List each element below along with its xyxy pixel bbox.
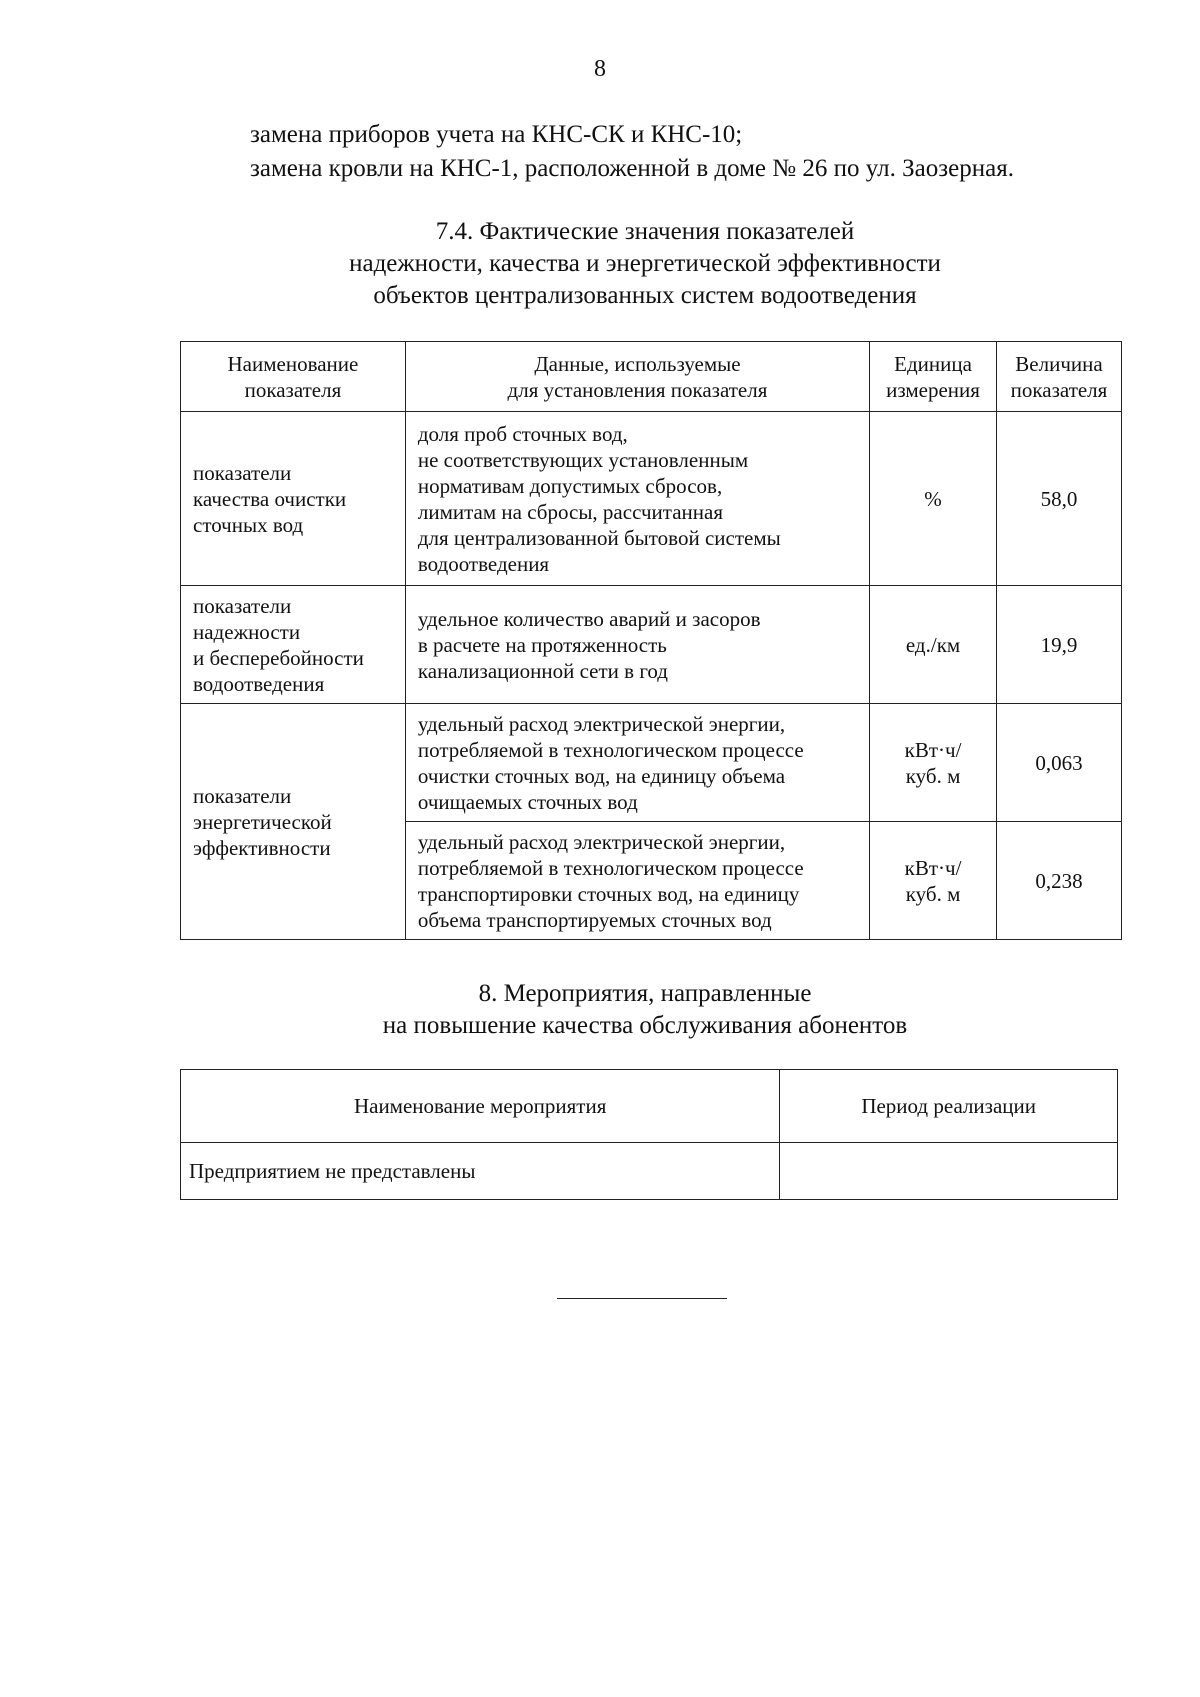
indicator-unit-cell: кВт·ч/ куб. м [870,704,997,822]
indicator-name-cell: показатели надежности и бесперебойности водоотведения [181,586,406,704]
table-row [181,586,1122,704]
indicator-data-cell: удельное количество аварий и засоров в расчете на протяженность канализационной сети в год [405,586,869,704]
header-period: Период реализации [780,1070,1118,1143]
indicator-name-cell: показатели качества очистки сточных вод [181,412,406,586]
indicator-unit-cell: % [870,412,997,586]
event-name-cell: Предприятием не представлены [181,1143,780,1200]
indicator-value-cell: 0,063 [997,704,1122,822]
indicator-name-cell: показатели энергетической эффективности [181,704,406,940]
title-line: на повышение качества обслуживания абонентов [382,1012,908,1039]
section-7-4-title [180,216,1110,312]
section-8-title [180,978,1110,1042]
indicators-table [180,341,1122,940]
indicator-data-cell: удельный расход электрической энергии, потребляемой в технологическом процессе очистки сточных вод, на единицу объема очищаемых сточных вод [405,704,869,822]
indicator-value-cell: 19,9 [997,586,1122,704]
table-header-row [181,342,1122,412]
table-header-row [181,1070,1118,1143]
intro-text [250,118,1150,186]
intro-line: замена кровли на КНС-1, расположенной в доме № 26 по ул. Заозерная. [250,155,1014,182]
table-row [181,1143,1118,1200]
title-line: объектов централизованных систем водоотведения [373,282,917,309]
indicator-data-cell: доля проб сточных вод, не соответствующих установленным нормативам допустимых сбросов, лимитам на сбросы, рассчитанная для централизованной бытовой системы водоотведения [405,412,869,586]
indicator-value-cell: 0,238 [997,822,1122,940]
table-row [181,704,1122,822]
indicator-data-cell: удельный расход электрической энергии, потребляемой в технологическом процессе транспортировки сточных вод, на единицу объема транспортируемых сточных вод [405,822,869,940]
indicator-unit-cell: ед./км [870,586,997,704]
events-table [180,1069,1118,1200]
indicator-value-cell: 58,0 [997,412,1122,586]
table-row [181,412,1122,586]
header-value: Величина показателя [997,342,1122,412]
event-period-cell [780,1143,1118,1200]
title-line: 7.4. Фактические значения показателей [435,218,855,245]
page-number: 8 [594,56,606,82]
title-line: 8. Мероприятия, направленные [478,980,812,1007]
header-data-used: Данные, используемые для установления показателя [405,342,869,412]
indicator-unit-cell: кВт·ч/ куб. м [870,822,997,940]
title-line: надежности, качества и энергетической эффективности [349,250,941,277]
intro-line: замена приборов учета на КНС-СК и КНС-10; [250,121,743,148]
header-unit: Единица измерения [870,342,997,412]
header-indicator-name: Наименование показателя [181,342,406,412]
header-event-name: Наименование мероприятия [181,1070,780,1143]
end-divider-line [557,1298,727,1299]
